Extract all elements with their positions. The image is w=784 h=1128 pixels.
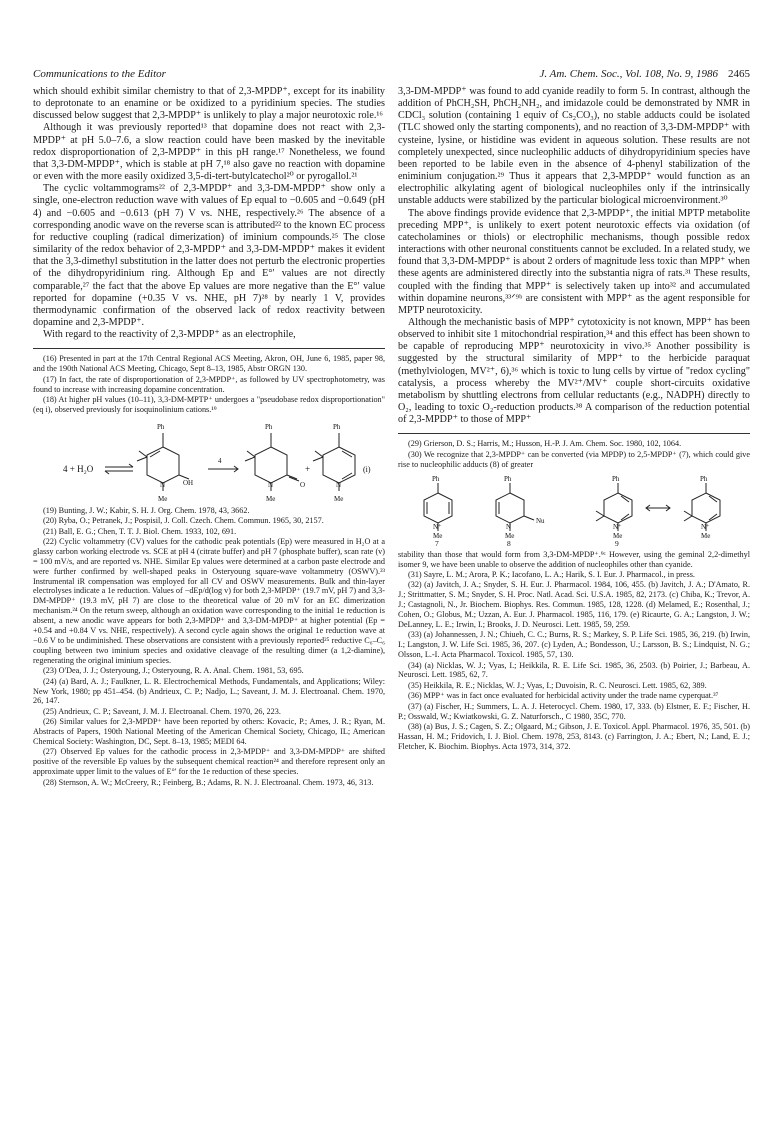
footnote: (31) Sayre, L. M.; Arora, P. K.; Iacofano, L. A.; Harik, S. I. Eur. J. Pharmacol., in press. bbox=[408, 569, 695, 579]
footnote: (24) (a) Bard, A. J.; Faulkner, L. R. Electrochemical Methods, Fundamentals, and Applications; Wiley: New York, 1980; pp 451–454. (b) Andrieux, C. P.; Nadjo, L.; Saveant, J. M. J. Electroanal. Chem. 1970, 26, 147. bbox=[33, 676, 385, 706]
structures-7-8-9 bbox=[398, 473, 750, 547]
phenyl-label: Ph bbox=[612, 474, 620, 483]
footnote-continuation: stability than those that would form from 3,3-DM-MPDP⁺.⁹ᶜ However, using the geminal 2,2-dimethyl isomer 9, we have been unable to observe the addition of nucleophiles other than cyanide. bbox=[398, 549, 750, 569]
footnote: (37) (a) Fischer, H.; Summers, L. A. J. Heterocycl. Chem. 1980, 17, 333. (b) Elstner, E. F.; Fischer, H. P.; Osswald, W.; Kwiatkowski, G. Z. Naturforsch., C 1980, 35C, 770. bbox=[398, 701, 750, 721]
nitrogen-plus-label: N⁺ bbox=[613, 522, 622, 531]
scheme-lhs: 4 + H₂O bbox=[63, 463, 94, 474]
footnote: (35) Heikkila, R. E.; Nicklas, W. J.; Vyas, I.; Duvoisin, R. C. Neurosci. Lett. 1985, 62, 389. bbox=[408, 680, 707, 690]
phenyl-label: Ph bbox=[432, 474, 440, 483]
body-paragraph: The cyclic voltammograms²² of 2,3-MPDP⁺ and 3,3-DM-MPDP⁺ show only a single, one-electron reduction wave with values of Ep equal to −0.605 and −0.649 (pH 4) and −0.605 and −0.613 (pH 7) V vs. NHE, respectively.²⁶ The absence of a corresponding anodic wave on the reverse scan is attributed²² to the known EC process for reductive coupling (radical dimerization) of iminium compounds.²⁵ The close similarity of the redox behavior of 2,3-MPDP⁺ and 3,3-DM-MPDP⁺ makes it evident that the 3,3-dimethyl substitution in the latter does not perturb the electronic properties of the dihydropyridinium ring. Although Ep and E°′ values are not directly comparable,²⁷ the fact that the above Ep values are more negative than the E°′ value reported for dopamine (+0.35 V vs. NHE, pH 7)²⁸ by nearly 1 V, provides thermodynamic confirmation of the observed lack of redox reactivity between dopamine and 2,3-MPDP⁺. bbox=[33, 183, 385, 328]
footnote-divider bbox=[33, 348, 385, 349]
compound-number-7: 7 bbox=[435, 538, 439, 547]
footnote: (36) MPP⁺ was in fact once evaluated for herbicidal activity under the trade name cyperquat.³⁷ bbox=[408, 691, 719, 701]
footnote: (33) (a) Johannessen, J. N.; Chiueh, C. C.; Burns, R. S.; Markey, S. P. Life Sci. 1985, 36, 219. (b) Irwin, I.; Langston, J. W. Life Sci. 1985, 36, 207. (c) Lyden, A.; Bondesson, U.; Larsson, B. S.; Lindquist, N. G.; Olsson, L.-I. Acta Pharmacol. Toxicol. 1985, 57, 130. bbox=[398, 630, 750, 660]
reaction-scheme-i bbox=[33, 417, 385, 503]
running-header-section: Communications to the Editor bbox=[33, 68, 166, 80]
ring-2 bbox=[255, 447, 287, 483]
nitrogen-plus-label: N⁺ bbox=[433, 522, 442, 531]
methyl-label: Me bbox=[505, 531, 515, 540]
footnote: (19) Bunting, J. W.; Kabir, S. H. J. Org. Chem. 1978, 43, 3662. bbox=[43, 505, 250, 515]
body-paragraph: The above findings provide evidence that 2,3-MPDP⁺, the initial MPTP metabolite preceding MPP⁺, is unlikely to exert potent neurotoxic effects via oxidation (of catecholamines or thiols) or electrophilic mechanisms, though possible redox interactions with other neuronal constituents cannot be excluded. In a related study, we found that 3,3-DM-MPDP⁺ is about 2 orders of magnitude less toxic than MPP⁺ when these agents are administered directly into the substantia nigra of rats.³¹ These results, coupled with the finding that MPP⁺ is selectively taken up into³² and accumulated within dopamine neurons,³³ᐟ⁹ᵇ are consistent with MPP⁺ as the agent responsible for MPTP neurotoxicity. bbox=[398, 207, 750, 316]
methyl-label: Me bbox=[158, 494, 168, 503]
phenyl-label: Ph bbox=[504, 474, 512, 483]
body-paragraph: Although the mechanistic basis of MPP⁺ cytotoxicity is not known, MPP⁺ has been observed to inhibit site 1 mitochondrial respiration,³⁴ and this effect has been shown to be capable of reproducing MPP⁺ neurotoxicity in vivo.³⁵ Another possibility is suggested by the structural similarity of MPP⁺ to the herbicide paraquat (methylviologen, MV²⁺, 6),³⁶ which is toxic to lung cells by virtue of "redox cycling" catalysis, a process whereby the MV²⁺/MV⁺ couple short-circuits oxidative metabolism by shuttling electrons from cellular reductants (e.g., NADPH) directly to O₂, leading to toxic O₂-reduction products.³⁸ A comparison of the reduction potential of 2,3-MPDP⁺ to those of MPP⁺ bbox=[398, 316, 750, 426]
footnote-divider bbox=[398, 433, 750, 434]
arrow-label: 4 bbox=[218, 456, 222, 465]
body-paragraph: which should exhibit similar chemistry to that of 2,3-MPDP⁺, except for its inability to deprotonate to an enamine or be oxidized to a pyridinium species. The studies discussed below suggest that 2,3-MPDP⁺ is unlikely to play a major neurotoxic role.¹⁶ bbox=[33, 86, 385, 122]
compound-number-9: 9 bbox=[615, 538, 619, 547]
right-column bbox=[398, 86, 750, 752]
structures-drawing bbox=[398, 473, 750, 547]
phenyl-label: Ph bbox=[700, 474, 708, 483]
phenyl-label: Ph bbox=[157, 422, 165, 431]
nitrogen-label: N bbox=[336, 480, 342, 489]
phenyl-label: Ph bbox=[333, 422, 341, 431]
footnote: (34) (a) Nicklas, W. J.; Vyas, I.; Heikkila, R. E. Life Sci. 1985, 36, 2503. (b) Poirier, J.; Barbeau, A. Neurosci. Lett. 1985, 62, 7. bbox=[398, 660, 750, 680]
phenyl-label: Ph bbox=[265, 422, 273, 431]
footnote: (32) (a) Javitch, J. A.; Snyder, S. H. Eur. J. Pharmacol. 1984, 106, 455. (b) Javitch, J. A.; D'Amato, R. J.; Strittmatter, S. M.; Snyder, S. H. Proc. Natl. Acad. Sci. U.S.A. 1985, 82, 2173. (c) Chiba, K.; Trevor, A. J.; Castagnoli, N., Jr. Biochem. Biophys. Res. Commun. 1985, 128, 1228. (d) Melamed, E.; Rosenthal, J.; Cohen, O.; Globus, M.; Uzzan, A. Eur. J. Pharmacol. 1985, 116, 179. (e) Ricaurte, G. A.; Langston, J. W.; DeLanney, L. E.; Irwin, I.; Brooks, J. D. Neurosci. Lett. 1985, 59, 259. bbox=[398, 580, 750, 629]
nucleophile-label: Nu bbox=[536, 516, 545, 525]
ring-7 bbox=[424, 493, 452, 523]
footnote: (30) We recognize that 2,3-MPDP⁺ can be converted (via MPDP) to 2,5-MPDP⁺ (7), which could give rise to nucleophilic adducts (8) of greater bbox=[398, 449, 750, 469]
running-header-journal bbox=[539, 68, 750, 80]
methyl-label: Me bbox=[613, 531, 623, 540]
journal-citation: J. Am. Chem. Soc., Vol. 108, No. 9, 1986 bbox=[539, 68, 718, 80]
plus-sign: + bbox=[305, 463, 311, 474]
methyl-label: Me bbox=[701, 531, 711, 540]
ring-3 bbox=[323, 447, 355, 483]
methyl-label: Me bbox=[334, 494, 344, 503]
nitrogen-plus-label: N⁺ bbox=[701, 522, 710, 531]
footnote: (29) Grierson, D. S.; Harris, M.; Husson, H.-P. J. Am. Chem. Soc. 1980, 102, 1064. bbox=[408, 439, 682, 449]
body-paragraph: With regard to the reactivity of 2,3-MPDP⁺ as an electrophile, bbox=[43, 329, 296, 341]
ring-9a bbox=[604, 493, 632, 523]
scheme-i-drawing bbox=[33, 417, 385, 503]
ring-8 bbox=[496, 493, 524, 523]
footnote: (23) O'Dea, J. J.; Osteryoung, J.; Osteryoung, R. A. Anal. Chem. 1981, 53, 695. bbox=[43, 666, 304, 676]
compound-number-8: 8 bbox=[507, 538, 511, 547]
footnote: (26) Similar values for 2,3-MPDP⁺ have been reported by others: Kovacic, P.; Ames, J. R.; Ryan, M. Abstracts of Papers, 190th National Meeting of the American Chemical Society, Chicago, IL; American Chemical Society: Washington, DC, Sept. 8–13, 1985; MEDI 64. bbox=[33, 717, 385, 747]
body-paragraph: 3,3-DM-MPDP⁺ was found to add cyanide readily to form 5. In contrast, although the addition of PhCH₂SH, PhCH₂NH₂, and imidazole could be demonstrated by NMR in CDCl₃ solution (containing 1 equiv of Cs₂CO₃), no stable adducts could be isolated (TLC showed only the starting components), and no reaction of 3,3-DM-MPDP⁺ with cysteine, lysine, or histidine was evident in aqueous solution. These results are not completely unexpected, since nucleophilic adducts of dihydropyridinium species have been reported to be labile even in the absence of 4-phenyl stabilization of the eniminium conjugation.²⁹ Thus it appears that 2,3-MPDP⁺ would function as an electrophilic alkylating agent of biological nucleophiles only if the intrinsically unstable adducts were stabilized by the particular biological microenvironment.³⁰ bbox=[398, 86, 750, 207]
methyl-label: Me bbox=[266, 494, 276, 503]
footnote: (22) Cyclic voltammetry (CV) values for the cathodic peak potentials (Ep) were measured in H₂O at a glassy carbon working electrode vs. SCE at pH 4 (citrate buffer) and pH 7 (phosphate buffer), scan rate (v) = 100 mV/s, and are reported vs. NHE. Similar Ep values were determined at a carbon paste electrode and were further confirmed by well-shaped peaks in Osteryoung square-wave voltammetry (OSWV).²³ Instrumental iR compensation was employed for all CV and OSWV measurements. Bulk and thin-layer electrolyses indicate a 1e reduction. Values of −dEp/d(log v) for both 2,3-MPDP⁺ (19.7 mV, pH 7) and 3,3-DM-MPDP⁺ (19.3 mV, pH 7) are close to the theoretical value of 20 mV for an EC dimerization mechanism.²⁴ On the return sweep, although an oxidation wave corresponding to the initial 1e reduction is absent, a new anodic wave appears for both 2,3-MPDP⁺ and 3,3-DM-MPDP⁺ at higher potential (Ep = +0.54 and +0.84 V vs. NHE, respectively). A second cycle again shows the original 1e reduction wave at −0.6 V to be undiminished. These observations are consistent with a previously reported²⁵ reductive C₆–C₆ coupling between two iminium species and oxidative cleavage of the resulting dimer (a 1,2-diamine), regenerating the original iminium species. bbox=[33, 536, 385, 665]
nitrogen-label: N bbox=[506, 522, 512, 531]
footnote: (21) Ball, E. G.; Chen, T. T. J. Biol. Chem. 1933, 102, 691. bbox=[43, 526, 237, 536]
footnote: (25) Andrieux, C. P.; Saveant, J. M. J. Electroanal. Chem. 1970, 26, 223. bbox=[43, 706, 281, 716]
equation-number: (i) bbox=[363, 464, 371, 474]
footnote: (18) At higher pH values (10–11), 3,3-DM-MPTP⁺ undergoes a "pseudobase redox disproportionation" (eq i), observed previously for isoquinolinium cations.¹⁹ bbox=[33, 394, 385, 414]
page-number: 2465 bbox=[728, 68, 750, 80]
body-paragraph: Although it was previously reported¹³ that dopamine does not react with 2,3-MPDP⁺ at pH 5.0–7.6, a slow reaction could have been masked by the inevitable redox disproportionation of 2,3-MPDP⁺ in this pH range.¹⁷ Nonetheless, we found that 3,3-DM-MPDP⁺, which is stable at pH 7,¹⁸ also gave no reaction with dopamine or even with the more easily oxidized 3,5-di-tert-butylcatechol²⁰ or pyrogallol.²¹ bbox=[33, 122, 385, 183]
ring-1 bbox=[147, 447, 179, 483]
oxygen-label: O bbox=[300, 480, 306, 489]
nitrogen-label: N bbox=[160, 480, 166, 489]
left-column bbox=[33, 86, 385, 788]
hydroxyl-label: OH bbox=[183, 478, 194, 487]
footnote: (17) In fact, the rate of disproportionation of 2,3-MPDP⁺, as followed by UV spectrophotometry, was found to increase with increasing dopamine concentration. bbox=[33, 374, 385, 394]
footnote: (38) (a) Bus, J. S.; Cagen, S. Z.; Olgaard, M.; Gibson, J. E. Toxicol. Appl. Pharmacol. 1976, 35, 501. (b) Hassan, H. M.; Fridovich, I. J. Biol. Chem. 1978, 253, 8143. (c) Farrington, J. A.; Ebert, N.; Land, E. J.; Fletcher, K. Biochim. Biophys. Acta 1973, 314, 372. bbox=[398, 722, 750, 751]
footnote: (27) Observed Ep values for the cathodic process in 2,3-MPDP⁺ and 3,3-DM-MPDP⁺ are shifted positive of the reversible Ep values by the subsequent chemical reaction²⁴ and therefore represent only an approximate upper limit to the values of E°′ for the 1e reduction of these species. bbox=[33, 747, 385, 777]
footnote: (28) Sternson, A. W.; McCreery, R.; Feinberg, B.; Adams, R. N. J. Electroanal. Chem. 1973, 46, 313. bbox=[43, 777, 374, 787]
ring-9b bbox=[692, 493, 720, 523]
footnote: (20) Ryba, O.; Petranek, J.; Pospisil, J. Coll. Czech. Chem. Commun. 1965, 30, 2157. bbox=[43, 516, 324, 526]
nitrogen-label: N bbox=[268, 480, 274, 489]
methyl-label: Me bbox=[433, 531, 443, 540]
footnote: (16) Presented in part at the 17th Central Regional ACS Meeting, Akron, OH, June 6, 1985, paper 98, and the 190th National ACS Meeting, Chicago, Sept 8–13, 1985, Abstr ORGN 130. bbox=[33, 354, 385, 374]
